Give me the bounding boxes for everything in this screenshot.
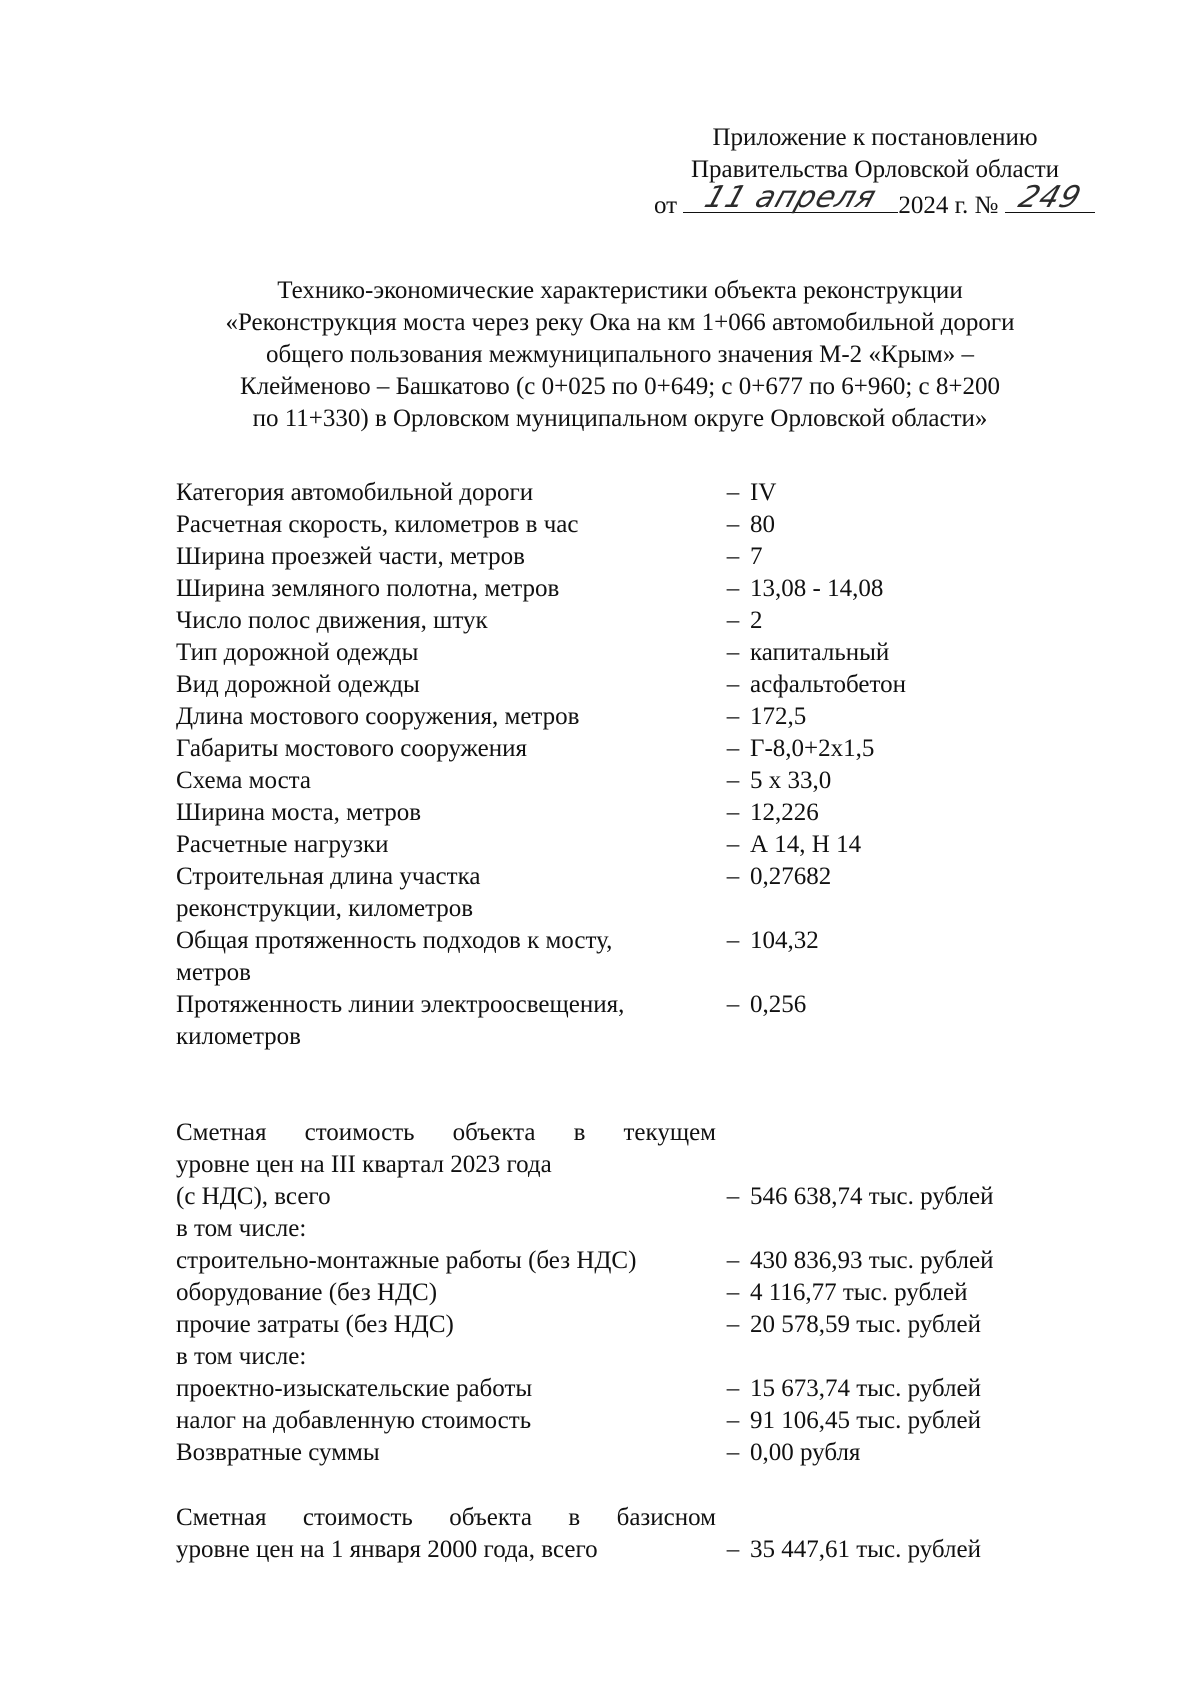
spec-label [176, 605, 716, 637]
title-line: по 11+330) в Орловском муниципальном округе Орловской области» [252, 405, 988, 432]
cost-current-line-2: уровне цен на III квартал 2023 года [176, 1151, 552, 1178]
cost-row [176, 1437, 1076, 1469]
cost-dash: – [726, 1439, 740, 1466]
spec-label [176, 733, 716, 765]
spec-row [176, 925, 1076, 989]
spec-row [176, 541, 1076, 573]
cost-including-label: в том числе: [176, 1343, 307, 1370]
spec-label [176, 541, 716, 573]
spec-label [176, 925, 716, 989]
spec-label-line: Протяженность линии электроосвещения, [176, 991, 625, 1018]
cost-dash: – [726, 1536, 740, 1563]
cost-dash: – [726, 1183, 740, 1210]
spec-label [176, 797, 716, 829]
spec-label-line: Тип дорожной одежды [176, 639, 419, 666]
spec-label [176, 477, 716, 509]
spec-label-line: метров [176, 959, 251, 986]
cost-dash: – [726, 1247, 740, 1274]
cost-current-label [176, 1117, 716, 1181]
spec-value: 2 [750, 607, 763, 634]
spec-label [176, 861, 716, 925]
cost-current-heading [176, 1117, 1076, 1181]
spec-label-line: Ширина земляного полотна, метров [176, 575, 560, 602]
spec-value: капитальный [750, 639, 890, 666]
spec-value: 12,226 [750, 799, 819, 826]
spec-row [176, 509, 1076, 541]
spec-row [176, 573, 1076, 605]
spec-dash: – [726, 479, 740, 506]
spec-label-line: Вид дорожной одежды [176, 671, 420, 698]
cost-label: уровне цен на 1 января 2000 года, всего [176, 1536, 598, 1563]
cost-row [176, 1245, 1076, 1277]
cost-dash: – [726, 1407, 740, 1434]
spec-row [176, 861, 1076, 925]
spec-label [176, 765, 716, 797]
cost-row [176, 1534, 1076, 1566]
cost-value: 430 836,93 тыс. рублей [750, 1247, 994, 1274]
spec-value: 13,08 - 14,08 [750, 575, 884, 602]
approval-prefix: от [654, 192, 678, 219]
spec-value: 172,5 [750, 703, 807, 730]
handwritten-date: 11 апреля [700, 180, 882, 215]
spec-value: 7 [750, 543, 763, 570]
spec-label-line: Ширина проезжей части, метров [176, 543, 525, 570]
cost-value: 0,00 рубля [750, 1439, 861, 1466]
spec-label-line: Длина мостового сооружения, метров [176, 703, 580, 730]
spec-dash: – [726, 607, 740, 634]
approval-year: 2024 г. № [898, 192, 999, 219]
spec-row [176, 733, 1076, 765]
cost-label: прочие затраты (без НДС) [176, 1311, 454, 1338]
spec-label [176, 637, 716, 669]
cost-label: Возвратные суммы [176, 1439, 380, 1466]
spec-dash: – [726, 735, 740, 762]
spec-label-line: реконструкции, километров [176, 895, 474, 922]
spec-value: 5 х 33,0 [750, 767, 832, 794]
cost-value: 546 638,74 тыс. рублей [750, 1183, 994, 1210]
spec-row [176, 701, 1076, 733]
spec-label-line: Схема моста [176, 767, 312, 794]
spec-label-line: Общая протяженность подходов к мосту, [176, 927, 613, 954]
cost-label: налог на добавленную стоимость [176, 1407, 532, 1434]
spec-dash: – [726, 543, 740, 570]
spec-value: А 14, Н 14 [750, 831, 862, 858]
cost-subheading [176, 1341, 1076, 1373]
spec-row [176, 637, 1076, 669]
number-blank [1005, 180, 1095, 215]
spec-value: 80 [750, 511, 775, 538]
spec-label-line: километров [176, 1023, 301, 1050]
cost-dash: – [726, 1279, 740, 1306]
cost-row [176, 1181, 1076, 1213]
date-blank [683, 180, 898, 215]
cost-row [176, 1405, 1076, 1437]
approval-reference [640, 180, 1110, 222]
cost-base-label [176, 1502, 716, 1534]
cost-value: 15 673,74 тыс. рублей [750, 1375, 981, 1402]
spec-dash: – [726, 703, 740, 730]
spec-dash: – [726, 575, 740, 602]
cost-current-line-1: Сметная стоимость объекта в текущем [176, 1119, 716, 1146]
spec-label-line: Ширина моста, метров [176, 799, 422, 826]
spec-row [176, 989, 1076, 1053]
cost-value: 91 106,45 тыс. рублей [750, 1407, 981, 1434]
cost-base-heading [176, 1502, 1076, 1534]
cost-label: проектно-изыскательские работы [176, 1375, 533, 1402]
spec-label [176, 573, 716, 605]
spec-label-line: Габариты мостового сооружения [176, 735, 527, 762]
spec-value: 104,32 [750, 927, 819, 954]
spec-label [176, 829, 716, 861]
spec-label [176, 669, 716, 701]
handwritten-number: 249 [1013, 180, 1086, 215]
spec-value: 0,27682 [750, 863, 832, 890]
spec-label-line: Число полос движения, штук [176, 607, 488, 634]
spec-row [176, 765, 1076, 797]
cost-subheading [176, 1213, 1076, 1245]
spec-dash: – [726, 671, 740, 698]
cost-label: строительно-монтажные работы (без НДС) [176, 1247, 637, 1274]
spec-dash: – [726, 831, 740, 858]
title-line: общего пользования межмуниципального значения М-2 «Крым» – [266, 341, 974, 368]
cost-value: 20 578,59 тыс. рублей [750, 1311, 981, 1338]
cost-dash: – [726, 1375, 740, 1402]
spec-label-line: Строительная длина участка [176, 863, 481, 890]
spec-label [176, 509, 716, 541]
spec-label [176, 701, 716, 733]
spec-dash: – [726, 799, 740, 826]
approval-line-2: Правительства Орловской области [690, 156, 1060, 183]
cost-row [176, 1309, 1076, 1341]
cost-base-line-1: Сметная стоимость объекта в базисном [176, 1504, 716, 1531]
approval-line-1: Приложение к постановлению [712, 124, 1038, 151]
spec-dash: – [726, 639, 740, 666]
approval-header [640, 122, 1110, 222]
spec-dash: – [726, 767, 740, 794]
title-line: «Реконструкция моста через реку Ока на км 1+066 автомобильной дороги [225, 309, 1015, 336]
cost-section [176, 1117, 1076, 1566]
cost-row [176, 1277, 1076, 1309]
specifications-list [176, 477, 1076, 1053]
cost-dash: – [726, 1311, 740, 1338]
cost-value: 35 447,61 тыс. рублей [750, 1536, 981, 1563]
spec-row [176, 797, 1076, 829]
cost-label: (с НДС), всего [176, 1183, 331, 1210]
spec-label-line: Расчетная скорость, километров в час [176, 511, 579, 538]
spec-value: 0,256 [750, 991, 807, 1018]
spec-dash: – [726, 927, 740, 954]
spec-label-line: Расчетные нагрузки [176, 831, 389, 858]
title-line: Технико-экономические характеристики объекта реконструкции [277, 277, 963, 304]
cost-including-label: в том числе: [176, 1215, 307, 1242]
spec-label [176, 989, 716, 1053]
spec-dash: – [726, 991, 740, 1018]
cost-label: оборудование (без НДС) [176, 1279, 438, 1306]
spec-row [176, 669, 1076, 701]
cost-row [176, 1373, 1076, 1405]
spec-row [176, 829, 1076, 861]
spec-row [176, 477, 1076, 509]
spec-value: Г-8,0+2х1,5 [750, 735, 875, 762]
spec-label-line: Категория автомобильной дороги [176, 479, 534, 506]
title-line: Клейменово – Башкатово (с 0+025 по 0+649; с 0+677 по 6+960; с 8+200 [240, 373, 1000, 400]
spec-dash: – [726, 863, 740, 890]
spec-row [176, 605, 1076, 637]
cost-value: 4 116,77 тыс. рублей [750, 1279, 968, 1306]
spec-dash: – [726, 511, 740, 538]
document-title [150, 275, 1090, 435]
spec-value: IV [750, 479, 777, 506]
spec-value: асфальтобетон [750, 671, 906, 698]
